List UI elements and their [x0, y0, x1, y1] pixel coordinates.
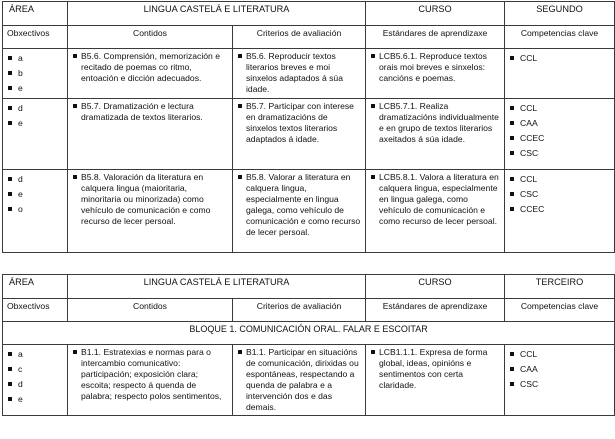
col-objectives-header: Obxectivos — [3, 299, 68, 322]
competence-item: CCL — [509, 347, 610, 362]
objective-item: a — [7, 51, 63, 66]
criterion-item: B5.8. Valorar a literatura en calquera lingua, especialmente en lingua galega, como vehículo de comunicación e como recurso de lecer persoal. — [237, 172, 361, 238]
objective-item: d — [7, 172, 63, 187]
table-row — [3, 99, 615, 170]
objective-item: e — [7, 116, 63, 131]
objectives-cell — [3, 99, 68, 170]
competence-item: CSC — [509, 187, 610, 202]
course-label: CURSO — [366, 275, 505, 299]
criterion-item: B1.1. Participar en situacións de comunicación, dirixidas ou espontáneas, respectando a quenda de palabra e a intervención dos e das demais. — [237, 347, 361, 413]
table-row — [3, 345, 615, 416]
col-criteria-header: Criterios de avaliación — [233, 299, 366, 322]
col-standards-header: Estándares de aprendizaxe — [366, 26, 505, 49]
competences-cell — [505, 49, 615, 99]
objective-item: e — [7, 392, 63, 407]
course-value: TERCEIRO — [505, 275, 615, 299]
area-label: ÁREA — [3, 2, 68, 26]
curriculum-table-terceiro — [2, 274, 615, 416]
objectives-cell — [3, 170, 68, 253]
contents-cell — [68, 170, 233, 253]
objective-item: c — [7, 362, 63, 377]
competence-item: CCEC — [509, 131, 610, 146]
standard-item: LCB5.7.1. Realiza dramatizacións individualmente e en grupo de textos literarios axeitados á súa idade. — [370, 101, 500, 145]
table-row — [3, 170, 615, 253]
objective-item: a — [7, 347, 63, 362]
block-title-row — [3, 322, 615, 345]
content-item: B5.6. Comprensión, memorización e recitado de poemas co ritmo, entoación e dicción adecuados. — [72, 51, 228, 84]
objective-item: d — [7, 377, 63, 392]
contents-cell — [68, 345, 233, 416]
col-competences-header: Competencias clave — [505, 299, 615, 322]
content-item: B5.8. Valoración da literatura en calquera lingua (maioritaria, minoritaria ou minorizada) como vehículo de comunicación e como recurso de lecer persoal. — [72, 172, 228, 227]
competence-item: CAA — [509, 362, 610, 377]
course-label: CURSO — [366, 2, 505, 26]
standards-cell — [366, 99, 505, 170]
standards-cell — [366, 170, 505, 253]
table-header-row — [3, 2, 615, 26]
contents-cell — [68, 99, 233, 170]
col-criteria-header: Criterios de avaliación — [233, 26, 366, 49]
table-header-row — [3, 275, 615, 299]
table-row — [3, 49, 615, 99]
objectives-cell — [3, 49, 68, 99]
course-value: SEGUNDO — [505, 2, 615, 26]
competence-item: CCL — [509, 172, 610, 187]
objectives-cell — [3, 345, 68, 416]
col-standards-header: Estándares de aprendizaxe — [366, 299, 505, 322]
criteria-cell — [233, 49, 366, 99]
competence-item: CSC — [509, 377, 610, 392]
criteria-cell — [233, 345, 366, 416]
area-label: ÁREA — [3, 275, 68, 299]
competence-item: CCEC — [509, 202, 610, 217]
standard-item: LCB5.6.1. Reproduce textos orais moi breves e sinxelos: cancións e poemas. — [370, 51, 500, 84]
col-contents-header: Contidos — [68, 26, 233, 49]
objective-item: b — [7, 66, 63, 81]
competences-cell — [505, 170, 615, 253]
criteria-cell — [233, 170, 366, 253]
block-title: BLOQUE 1. COMUNICACIÓN ORAL. FALAR E ESCOITAR — [3, 322, 615, 345]
objective-item: d — [7, 101, 63, 116]
standards-cell — [366, 49, 505, 99]
criterion-item: B5.6. Reproducir textos literarios breves e moi sinxelos adaptados á súa idade. — [237, 51, 361, 95]
objective-item: o — [7, 202, 63, 217]
curriculum-table-segundo — [2, 1, 615, 253]
criteria-cell — [233, 99, 366, 170]
competences-cell — [505, 99, 615, 170]
competence-item: CCL — [509, 101, 610, 116]
competence-item: CAA — [509, 116, 610, 131]
content-item: B5.7. Dramatización e lectura dramatizada de textos literarios. — [72, 101, 228, 123]
contents-cell — [68, 49, 233, 99]
standard-item: LCB1.1.1. Expresa de forma global, ideas, opinións e sentimentos con certa claridade. — [370, 347, 500, 391]
competences-cell — [505, 345, 615, 416]
subject-title: LINGUA CASTELÁ E LITERATURA — [68, 275, 366, 299]
column-header-row — [3, 299, 615, 322]
col-competences-header: Competencias clave — [505, 26, 615, 49]
criterion-item: B5.7. Participar con interese en dramatizacións de sinxelos textos literarios adaptados á idade. — [237, 101, 361, 145]
competence-item: CSC — [509, 146, 610, 161]
competence-item: CCL — [509, 51, 610, 66]
col-objectives-header: Obxectivos — [3, 26, 68, 49]
subject-title: LINGUA CASTELÁ E LITERATURA — [68, 2, 366, 26]
standards-cell — [366, 345, 505, 416]
col-contents-header: Contidos — [68, 299, 233, 322]
content-item: B1.1. Estratexias e normas para o intercambio comunicativo: participación; exposición clara; escoita; respecto á quenda de palabra; respecto polos sentimentos, — [72, 347, 228, 402]
objective-item: e — [7, 81, 63, 96]
standard-item: LCB5.8.1. Valora a literatura en calquera lingua, especialmente en lingua galega, como vehículo de comunicación e como recurso de lecer persoal. — [370, 172, 500, 227]
column-header-row — [3, 26, 615, 49]
objective-item: e — [7, 187, 63, 202]
